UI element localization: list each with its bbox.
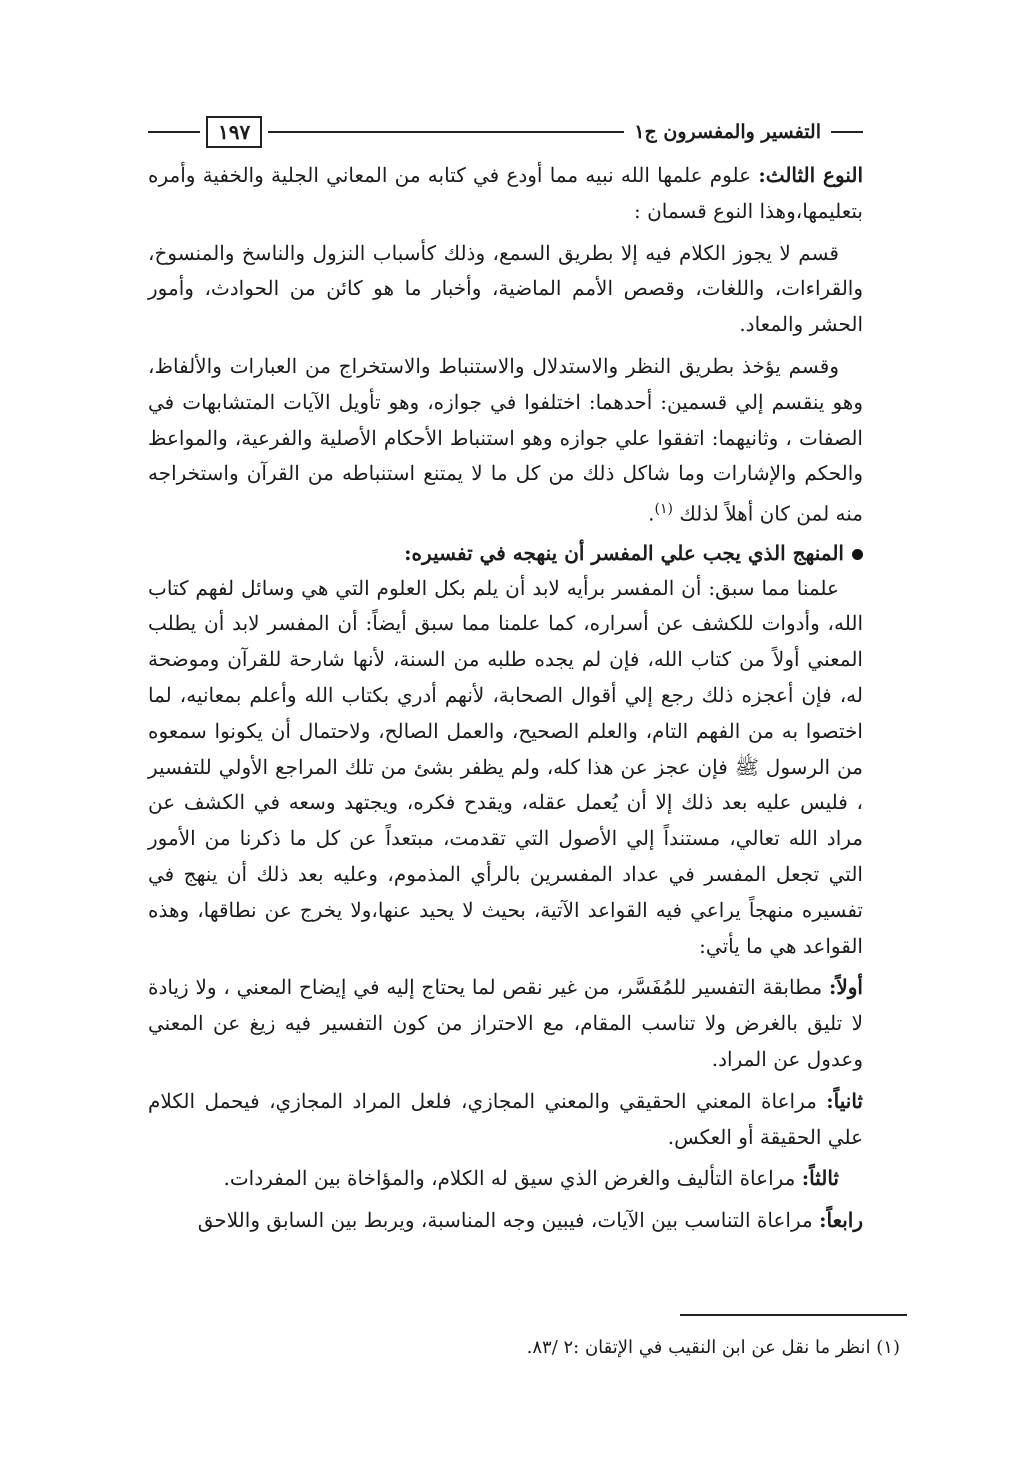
rule-text: مراعاة المعني الحقيقي والمعني المجازي، فلعل المراد المجازي، فيحمل الكلام علي الحقيقة أو العكس. [148, 1088, 863, 1149]
page-number-box: ١٩٧ [206, 116, 262, 148]
paragraph-text: قسم لا يجوز الكلام فيه إلا بطريق السمع، وذلك كأسباب النزول والناسخ والمنسوخ، والقراءات، واللغات، وقصص الأمم الماضية، وأخبار ما هو كائن من الحوادث، وأمور الحشر والمعاد. [148, 240, 863, 337]
header-rule-middle [268, 131, 624, 133]
rule-text: مراعاة التناسب بين الآيات، فيبين وجه المناسبة، ويربط بين السابق واللاحق [197, 1208, 820, 1233]
bullet-icon [852, 549, 863, 560]
section-heading-text: المنهج الذي يجب علي المفسر أن ينهجه في تفسيره: [404, 540, 844, 565]
rule-text: مراعاة التأليف والغرض الذي سيق له الكلام، والمؤاخاة بين المفردات. [223, 1166, 802, 1191]
rule-first [148, 970, 863, 1077]
book-page [148, 112, 863, 1239]
rule-lead: رابعاً: [819, 1208, 863, 1233]
rule-second [148, 1084, 863, 1156]
rule-lead: أولاً: [828, 975, 863, 1000]
page-header [148, 112, 863, 152]
rule-lead: ثانياً: [826, 1088, 863, 1113]
page-body [148, 158, 863, 1239]
running-title: التفسير والمفسرون ج١ [634, 121, 821, 143]
paragraph-tail: . [648, 501, 655, 526]
header-rule-right [831, 131, 863, 133]
paragraph-text: علمنا مما سبق: أن المفسر برأيه لابد أن يلم بكل العلوم التي هي وسائل لفهم كتاب الله، وأدوات للكشف عن أسراره، كما علمنا مما سبق أيضاً: أن المفسر لابد أن يطلب المعني أولاً من كتاب الله، فإن لم يجده طلبه من السنة، لأنها شارحة للقرآن وموضحة له، فإن أعجزه ذلك رجع إلي أقوال الصحابة، لأنهم أدري بكتاب الله وأعلم بمعانيه، لما اختصوا به من الفهم التام، والعلم الصحيح، والعمل الصالح، ولاحتمال أن يكونوا سمعوه من الرسول ﷺ فإن عجز عن هذا كله، ولم يظفر بشئ من تلك المراجع الأولي للتفسير ، فليس عليه بعد ذلك إلا أن يُعمل عقله، ويقدح فكره، ويجتهد وسعه في الكشف عن مراد الله تعالي، مستنداً إلي الأصول التي تقدمت، مبتعداً عن كل ما ذكرنا من الأمور التي تجعل المفسر في عداد المفسرين بالرأي المذموم، وعليه بعد ذلك أن ينهج في تفسيره منهجاً يراعي فيه القواعد الآتية، بحيث لا يحيد عنها،ولا يخرج عن نطاقها، وهذه القواعد هي ما يأتي: [148, 575, 863, 958]
header-rule-left [148, 131, 200, 133]
footnote-divider [680, 1314, 907, 1316]
footnote-reference[interactable]: (١) [654, 501, 673, 518]
paragraph-text: علوم علمها الله نبيه مما أودع في كتابه من المعاني الجلية والخفية وأمره بتعليمها،وهذا النوع قسمان : [148, 163, 863, 223]
rule-fourth [148, 1203, 863, 1239]
paragraph-third-type [148, 158, 863, 230]
rule-lead: ثالثاً: [801, 1166, 839, 1191]
paragraph-lead: النوع الثالث: [758, 163, 863, 187]
paragraph-first-section [148, 236, 863, 343]
rule-third [148, 1161, 863, 1197]
paragraph-second-section [148, 349, 863, 533]
section-heading [148, 535, 863, 571]
rule-text: مطابقة التفسير للمُفَسَّر، من غير نقص لما يحتاج إليه في إيضاح المعني ، ولا زيادة لا تليق بالغرض ولا تناسب المقام، مع الاحتراز من كون التفسير فيه زيغ عن المعني وعدول عن المراد. [148, 975, 863, 1071]
footnote: (١) انظر ما نقل عن ابن النقيب في الإتقان :٢ /٨٣. [526, 1337, 900, 1358]
paragraph-text: وقسم يؤخذ بطريق النظر والاستدلال والاستنباط والاستخراج من العبارات والألفاظ، وهو ينقسم إلي قسمين: أحدهما: اختلفوا في جوازه، وهو تأويل الآيات المتشابهات في الصفات ، وثانيهما: اتفقوا علي جوازه وهو استنباط الأحكام الأصلية والفرعية، والمواعظ والحكم والإشارات وما شاكل ذلك من كل ما لا يمتنع استنباطه من القرآن واستخراجه منه لمن كان أهلاً لذلك [148, 353, 863, 526]
paragraph-method [148, 571, 863, 965]
